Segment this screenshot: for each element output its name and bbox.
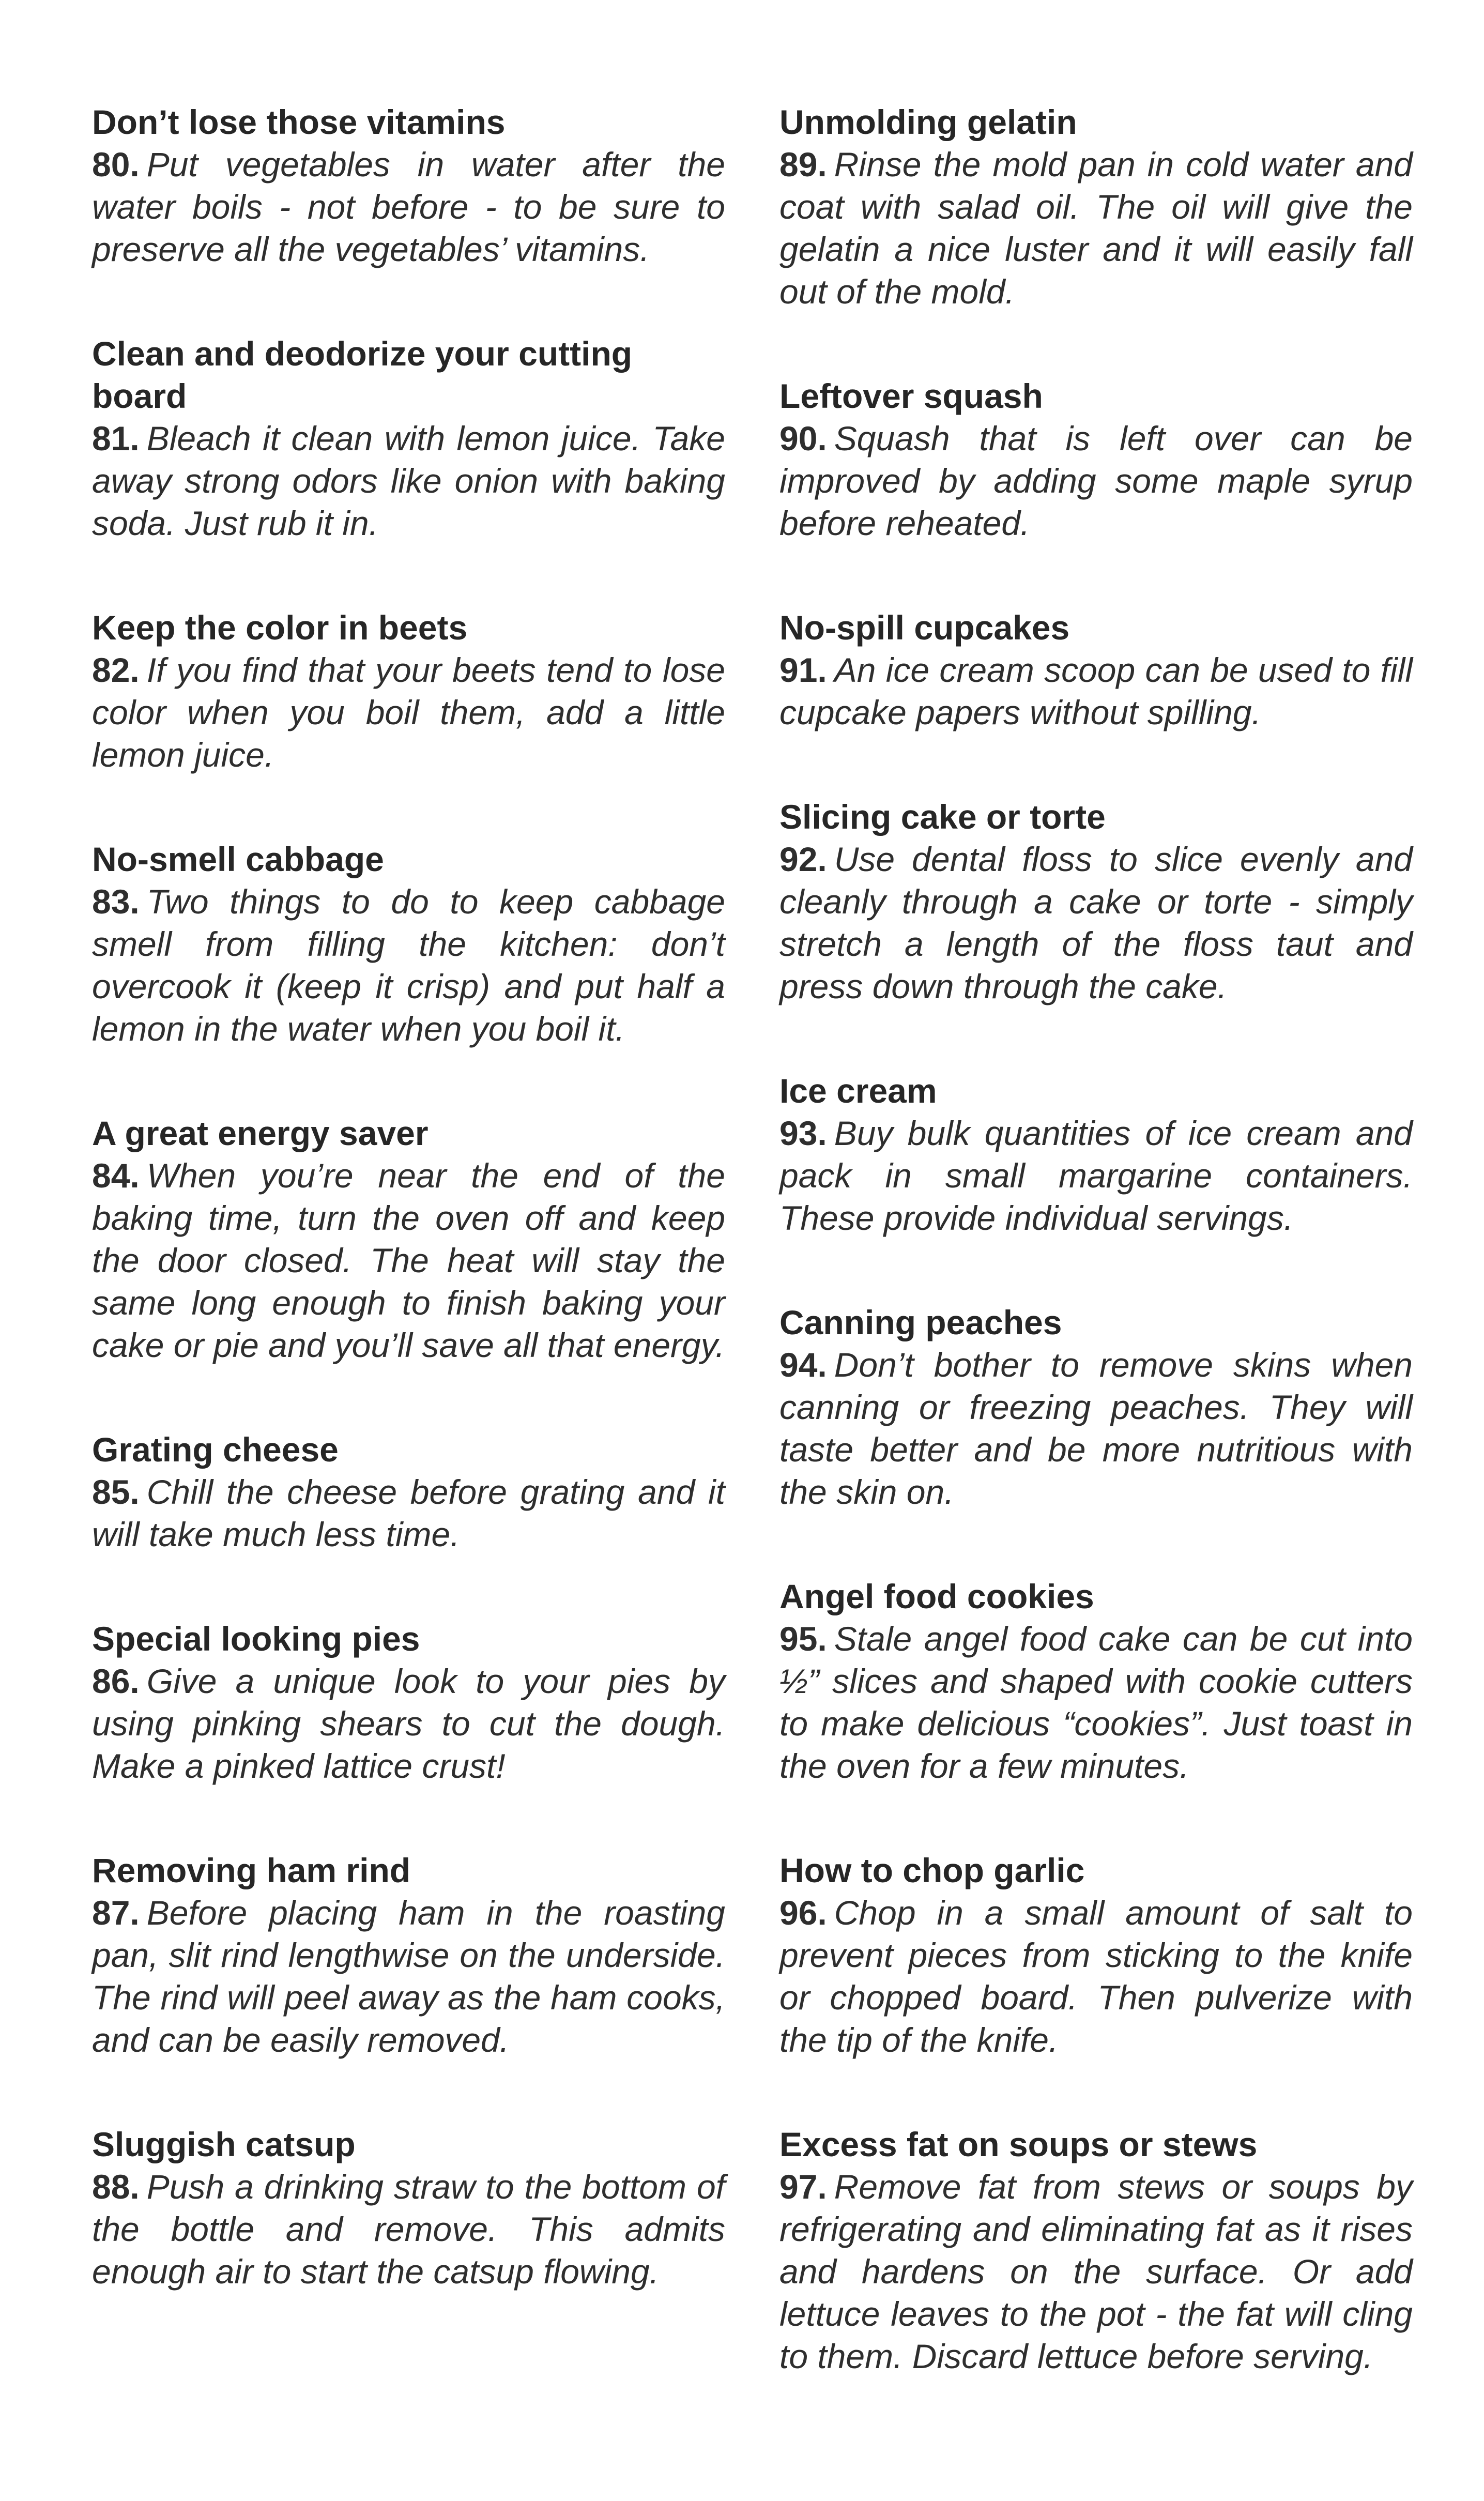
tip-heading: Keep the color in beets	[92, 608, 468, 647]
tip-heading: Sluggish catsup	[92, 2125, 356, 2163]
tip-text: When you’re near the end of the baking time, turn the oven off and keep the door closed. The heat will stay the same long enough to finish baking your cake or pie and you’ll save all that energy.	[92, 1156, 725, 1364]
tip-88	[92, 2123, 725, 2293]
tip-number: 91.	[779, 651, 827, 689]
tip-text: Use dental floss to slice evenly and cleanly through a cake or torte - simply stretch a length of the floss taut and press down through the cake.	[779, 840, 1413, 1005]
tip-text: An ice cream scoop can be used to fill cupcake papers without spilling.	[779, 651, 1413, 731]
tip-text: Stale angel food cake can be cut into ½” slices and shaped with cookie cutters to make delicious “cookies”. Just toast in the oven for a few minutes.	[779, 1620, 1413, 1785]
tip-body	[779, 417, 1413, 544]
tip-number: 94.	[779, 1346, 827, 1384]
tip-body	[779, 649, 1413, 734]
tip-number: 85.	[92, 1473, 140, 1511]
tip-number: 82.	[92, 651, 140, 689]
tip-number: 83.	[92, 882, 140, 921]
tip-body	[92, 1892, 725, 2061]
tip-text: Two things to do to keep cabbage smell from filling the kitchen: don’t overcook it (keep it crisp) and put half a lemon in the water when you boil it.	[92, 882, 725, 1048]
right-column	[779, 101, 1413, 2439]
tip-number: 81.	[92, 419, 140, 457]
tip-95	[779, 1575, 1413, 1787]
tip-91	[779, 606, 1413, 734]
tip-body	[779, 1892, 1413, 2061]
tip-82	[92, 606, 725, 776]
tip-number: 89.	[779, 145, 827, 184]
tip-heading: No-smell cabbage	[92, 840, 384, 878]
tip-90	[779, 375, 1413, 544]
tip-body	[92, 1660, 725, 1787]
tip-number: 86.	[92, 1662, 140, 1700]
tip-84	[92, 1112, 725, 1366]
tip-body	[92, 143, 725, 270]
tip-heading: Removing ham rind	[92, 1851, 411, 1889]
tip-85	[92, 1428, 725, 1555]
tip-heading: Clean and deodorize your cutting board	[92, 334, 633, 415]
tip-body	[92, 2166, 725, 2293]
tip-heading: How to chop garlic	[779, 1851, 1085, 1889]
tip-heading: Ice cream	[779, 1072, 937, 1110]
tip-number: 80.	[92, 145, 140, 184]
tip-heading: Angel food cookies	[779, 1577, 1094, 1615]
tip-81	[92, 332, 725, 544]
tip-body	[779, 838, 1413, 1008]
tip-number: 87.	[92, 1894, 140, 1932]
tip-body	[92, 417, 725, 544]
tip-heading: Don’t lose those vitamins	[92, 103, 506, 141]
tip-number: 93.	[779, 1114, 827, 1152]
tip-number: 90.	[779, 419, 827, 457]
tip-text: Squash that is left over can be improved by adding some maple syrup before reheated.	[779, 419, 1413, 542]
tip-heading: Canning peaches	[779, 1303, 1062, 1341]
tip-text: Remove fat from stews or soups by refrigerating and eliminating fat as it rises and hardens on the surface. Or add lettuce leaves to the pot - the fat will cling to them. Discard lettuce before serving.	[779, 2168, 1413, 2375]
tip-number: 88.	[92, 2168, 140, 2206]
tip-number: 95.	[779, 1620, 827, 1658]
tip-heading: Grating cheese	[92, 1430, 339, 1469]
tip-text: Rinse the mold pan in cold water and coat with salad oil. The oil will give the gelatin a nice luster and it will easily fall out of the mold.	[779, 145, 1413, 311]
tip-80	[92, 101, 725, 270]
tip-number: 84.	[92, 1156, 140, 1195]
tip-heading: Leftover squash	[779, 377, 1043, 415]
tip-text: Don’t bother to remove skins when canning or freezing peaches. They will taste better and be more nutritious with the skin on.	[779, 1346, 1413, 1511]
tip-body	[779, 1112, 1413, 1239]
tip-body	[92, 880, 725, 1050]
tip-heading: Excess fat on soups or stews	[779, 2125, 1258, 2163]
tip-97	[779, 2123, 1413, 2377]
tip-text: Chop in a small amount of salt to prevent pieces from sticking to the knife or chopped board. Then pulverize with the tip of the knife.	[779, 1894, 1413, 2059]
tip-text: Give a unique look to your pies by using pinking shears to cut the dough. Make a pinked lattice crust!	[92, 1662, 725, 1785]
tip-heading: Slicing cake or torte	[779, 798, 1106, 836]
tip-text: Put vegetables in water after the water boils - not before - to be sure to preserve all the vegetables’ vitamins.	[92, 145, 725, 268]
tip-heading: Unmolding gelatin	[779, 103, 1077, 141]
tip-96	[779, 1849, 1413, 2061]
tip-text: Bleach it clean with lemon juice. Take away strong odors like onion with baking soda. Just rub it in.	[92, 419, 725, 542]
tip-83	[92, 838, 725, 1050]
tip-number: 96.	[779, 1894, 827, 1932]
tip-body	[779, 1344, 1413, 1513]
tip-heading: A great energy saver	[92, 1114, 429, 1152]
tip-body	[92, 649, 725, 776]
tip-number: 92.	[779, 840, 827, 878]
tip-body	[92, 1471, 725, 1555]
tip-94	[779, 1301, 1413, 1513]
tip-body	[92, 1154, 725, 1366]
tip-92	[779, 796, 1413, 1008]
tip-heading: Special looking pies	[92, 1620, 420, 1658]
tip-text: Push a drinking straw to the bottom of the bottle and remove. This admits enough air to start the catsup flowing.	[92, 2168, 725, 2291]
tip-body	[779, 143, 1413, 313]
tip-text: If you find that your beets tend to lose color when you boil them, add a little lemon juice.	[92, 651, 725, 774]
tip-87	[92, 1849, 725, 2061]
tip-86	[92, 1618, 725, 1787]
tip-text: Before placing ham in the roasting pan, slit rind lengthwise on the underside. The rind will peel away as the ham cooks, and can be easily removed.	[92, 1894, 725, 2059]
tip-text: Chill the cheese before grating and it will take much less time.	[92, 1473, 725, 1553]
tip-body	[779, 1618, 1413, 1787]
tip-heading: No-spill cupcakes	[779, 608, 1070, 647]
left-column	[92, 101, 725, 2355]
tip-text: Buy bulk quantities of ice cream and pack in small margarine containers. These provide individual servings.	[779, 1114, 1413, 1237]
tip-89	[779, 101, 1413, 313]
tip-body	[779, 2166, 1413, 2377]
tip-number: 97.	[779, 2168, 827, 2206]
tip-93	[779, 1070, 1413, 1239]
